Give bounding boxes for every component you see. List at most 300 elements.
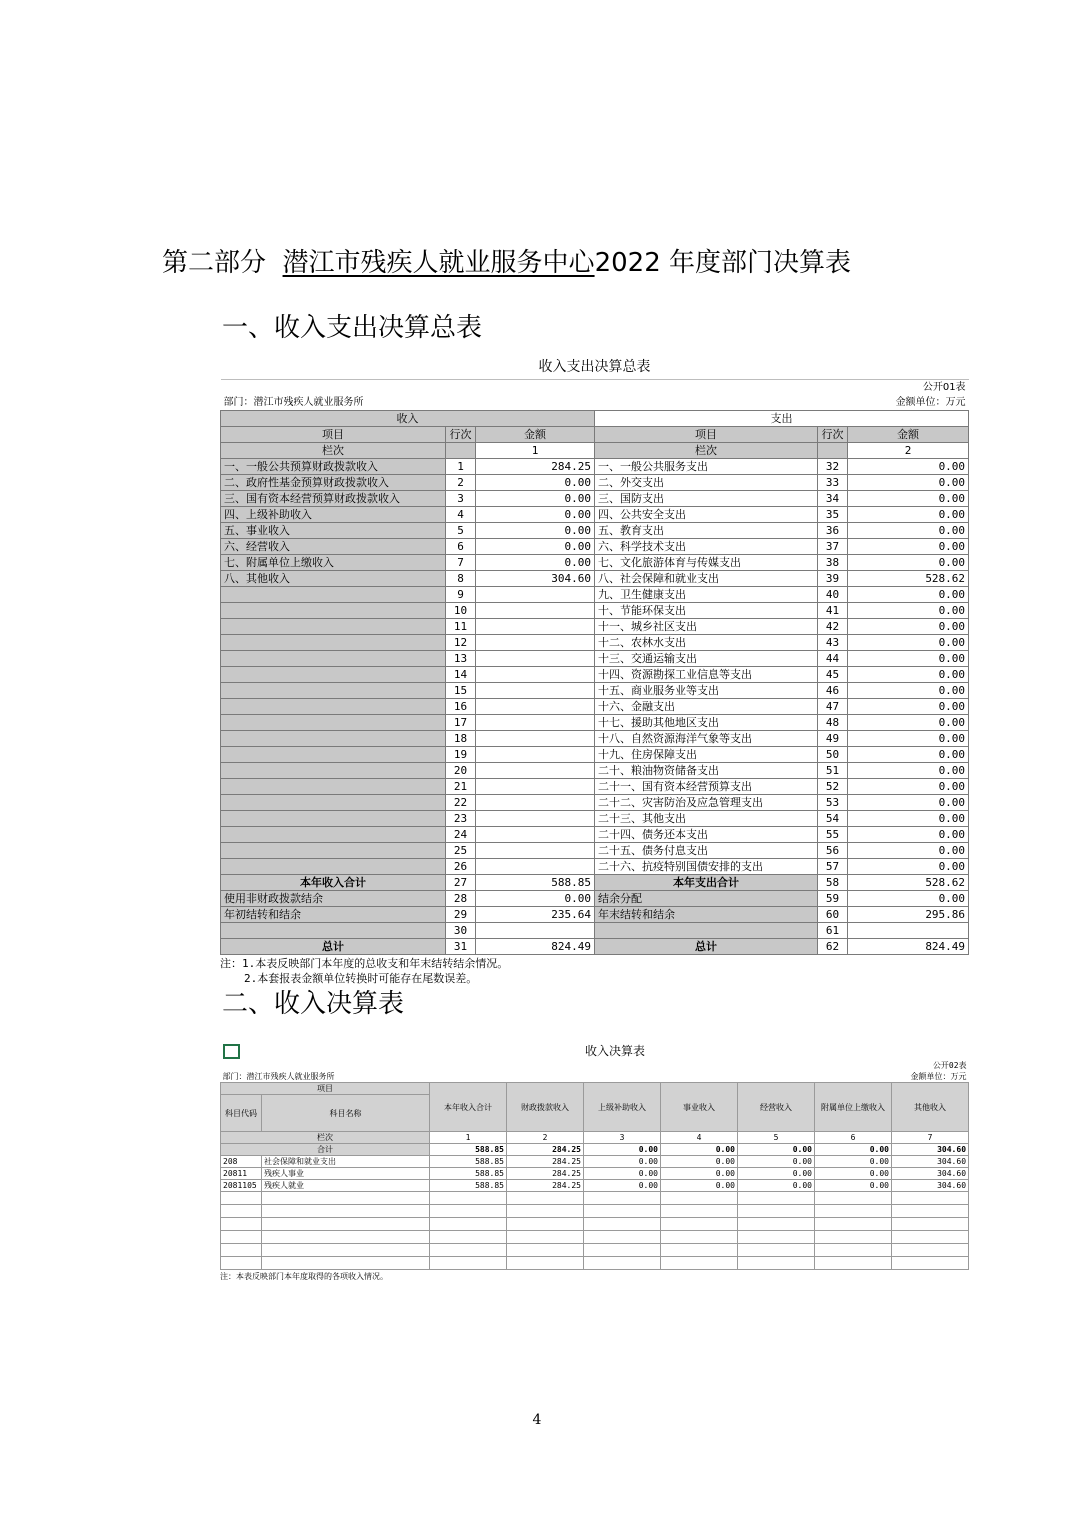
income-amount [476,667,595,683]
income-row-no: 20 [446,763,476,779]
table2-lanci-cell: 4 [661,1132,738,1144]
summary-income-row-no: 31 [446,939,476,955]
table1-col-row-expense: 行次 [818,427,848,443]
expense-item: 六、科学技术支出 [595,539,818,555]
income-item [221,603,446,619]
income-item [221,859,446,875]
expense-row-no: 56 [818,843,848,859]
summary-income-item [221,923,446,939]
income-amount: 0.00 [476,475,595,491]
income-amount [476,763,595,779]
table2-lanci-cell: 1 [430,1132,507,1144]
document-title [162,243,962,283]
income-amount [476,715,595,731]
income-item: 八、其他收入 [221,571,446,587]
summary-income-item: 年初结转和结余 [221,907,446,923]
table2-total-cell: 0.00 [815,1144,892,1156]
expense-row-no: 40 [818,587,848,603]
income-amount [476,587,595,603]
expense-item: 十七、援助其他地区支出 [595,715,818,731]
expense-item: 十八、自然资源海洋气象等支出 [595,731,818,747]
summary-expense-amount [848,923,969,939]
amount-cell: 0.00 [584,1180,661,1192]
empty-cell [507,1205,584,1218]
amount-cell: 304.60 [892,1168,969,1180]
income-row-no: 2 [446,475,476,491]
amount-cell: 0.00 [738,1156,815,1168]
expense-row-no: 39 [818,571,848,587]
expense-item: 三、国防支出 [595,491,818,507]
expense-row-no: 37 [818,539,848,555]
subject-name: 残疾人就业 [262,1180,430,1192]
expense-row-no: 34 [818,491,848,507]
amount-cell: 588.85 [430,1168,507,1180]
table1-notes [220,956,968,986]
empty-cell [430,1257,507,1270]
table1-grid [220,355,969,955]
section2-heading: 二、收入决算表 [222,989,405,1019]
expense-row-no: 47 [818,699,848,715]
expense-row-no: 55 [818,827,848,843]
empty-cell [507,1231,584,1244]
empty-cell [221,1192,262,1205]
expense-item: 十九、住房保障支出 [595,747,818,763]
income-row-no: 11 [446,619,476,635]
expense-item: 十二、农林水支出 [595,635,818,651]
income-row-no: 22 [446,795,476,811]
table2-col-project: 项目 [221,1083,430,1095]
expense-item: 八、社会保障和就业支出 [595,571,818,587]
summary-income-item: 使用非财政拨款结余 [221,891,446,907]
income-amount [476,827,595,843]
table2-caption: 收入决算表 [585,1043,646,1058]
empty-cell [262,1205,430,1218]
empty-cell [584,1218,661,1231]
income-item [221,763,446,779]
table1-note-1: 注：1.本表反映部门本年度的总收支和年末结转结余情况。 [220,957,509,970]
income-item [221,683,446,699]
table1-lanci-expense: 2 [848,443,969,459]
income-row-no: 15 [446,683,476,699]
income-item [221,619,446,635]
table-row [221,507,969,523]
expense-amount: 0.00 [848,523,969,539]
income-row-no: 8 [446,571,476,587]
income-item [221,651,446,667]
income-item: 六、经营收入 [221,539,446,555]
table-row [221,683,969,699]
income-item [221,587,446,603]
table-row [221,459,969,475]
empty-cell [661,1218,738,1231]
table-row [221,491,969,507]
expense-item: 十、节能环保支出 [595,603,818,619]
table2-lanci-cell: 5 [738,1132,815,1144]
summary-income-amount: 588.85 [476,875,595,891]
empty-cell [507,1244,584,1257]
summary-row [221,923,969,939]
expense-row-no: 49 [818,731,848,747]
expense-item: 十一、城乡社区支出 [595,619,818,635]
table-row [221,1168,969,1180]
table1-unit-label: 金额单位：万元 [895,397,966,408]
income-row-no: 16 [446,699,476,715]
subject-name: 残疾人事业 [262,1168,430,1180]
empty-cell [815,1218,892,1231]
amount-cell: 284.25 [507,1168,584,1180]
expense-item: 十三、交通运输支出 [595,651,818,667]
expense-row-no: 32 [818,459,848,475]
expense-amount: 0.00 [848,459,969,475]
amount-cell: 0.00 [584,1156,661,1168]
amount-cell: 588.85 [430,1156,507,1168]
empty-cell [892,1205,969,1218]
expense-amount: 0.00 [848,491,969,507]
title-suffix: 2022 年度部门决算表 [594,248,851,278]
table1-caption: 收入支出决算总表 [221,355,969,380]
table-row [221,795,969,811]
amount-cell: 284.25 [507,1156,584,1168]
income-row-no: 23 [446,811,476,827]
expense-row-no: 46 [818,683,848,699]
income-amount: 0.00 [476,539,595,555]
empty-cell [507,1218,584,1231]
amount-cell: 0.00 [815,1180,892,1192]
subject-code: 20811 [221,1168,262,1180]
table-row [221,603,969,619]
income-row-no: 24 [446,827,476,843]
table2-total-cell: 304.60 [892,1144,969,1156]
expense-amount: 0.00 [848,763,969,779]
table-row [221,1156,969,1168]
income-item: 五、事业收入 [221,523,446,539]
income-amount [476,651,595,667]
income-item: 三、国有资本经营预算财政拨款收入 [221,491,446,507]
section1-heading: 一、收入支出决算总表 [222,313,483,343]
empty-cell [892,1257,969,1270]
expense-row-no: 43 [818,635,848,651]
expense-amount: 0.00 [848,795,969,811]
table-row [221,1180,969,1192]
empty-cell [262,1244,430,1257]
income-item [221,779,446,795]
empty-cell [430,1192,507,1205]
expense-item: 二十三、其他支出 [595,811,818,827]
empty-cell [661,1205,738,1218]
table2-col-name: 科目名称 [262,1095,430,1132]
income-amount [476,811,595,827]
expense-amount: 0.00 [848,475,969,491]
income-item: 四、上级补助收入 [221,507,446,523]
expense-amount: 0.00 [848,587,969,603]
empty-cell [507,1192,584,1205]
table2-total-cell: 0.00 [738,1144,815,1156]
income-row-no: 12 [446,635,476,651]
income-amount [476,859,595,875]
table2-total-cell: 0.00 [584,1144,661,1156]
empty-cell [262,1218,430,1231]
table-row [221,619,969,635]
expense-row-no: 35 [818,507,848,523]
empty-cell [430,1218,507,1231]
empty-cell [892,1231,969,1244]
expense-amount: 0.00 [848,731,969,747]
expense-item: 二十四、债务还本支出 [595,827,818,843]
summary-income-row-no: 28 [446,891,476,907]
table1-col-row-income: 行次 [446,427,476,443]
table-row [221,811,969,827]
amount-cell: 0.00 [738,1168,815,1180]
income-item: 一、一般公共预算财政拨款收入 [221,459,446,475]
expense-row-no: 42 [818,619,848,635]
table1-col-item-expense: 项目 [595,427,818,443]
table-row [221,475,969,491]
amount-cell: 0.00 [661,1168,738,1180]
subject-code: 2081105 [221,1180,262,1192]
table2-col-affiliated: 附属单位上缴收入 [815,1083,892,1132]
summary-income-amount: 0.00 [476,891,595,907]
amount-cell: 0.00 [815,1156,892,1168]
income-amount [476,843,595,859]
expense-item: 十五、商业服务业等支出 [595,683,818,699]
table-row [221,555,969,571]
expense-amount: 0.00 [848,603,969,619]
table2-total-cell: 0.00 [661,1144,738,1156]
table1-note-2: 2.本套报表金额单位转换时可能存在尾数误差。 [244,972,478,985]
expense-item: 七、文化旅游体育与传媒支出 [595,555,818,571]
empty-cell [815,1244,892,1257]
table-row [221,715,969,731]
expense-amount: 0.00 [848,811,969,827]
title-department: 潜江市残疾人就业服务中心 [282,248,595,278]
expense-row-no: 48 [818,715,848,731]
income-amount: 0.00 [476,523,595,539]
expense-row-no: 36 [818,523,848,539]
table2-col-business: 事业收入 [661,1083,738,1132]
empty-cell [738,1218,815,1231]
summary-income-amount: 235.64 [476,907,595,923]
table-row [221,571,969,587]
table2-total-label: 合计 [221,1144,430,1156]
expense-amount: 0.00 [848,539,969,555]
empty-row [221,1205,969,1218]
expense-amount: 0.00 [848,699,969,715]
income-item [221,795,446,811]
income-amount: 304.60 [476,571,595,587]
table2-col-code: 科目代码 [221,1095,262,1132]
expense-amount: 528.62 [848,571,969,587]
table2-lanci-label: 栏次 [221,1132,430,1144]
summary-income-row-no: 29 [446,907,476,923]
amount-cell: 0.00 [661,1180,738,1192]
summary-row [221,875,969,891]
amount-cell: 0.00 [661,1156,738,1168]
expense-row-no: 50 [818,747,848,763]
summary-expense-amount: 0.00 [848,891,969,907]
summary-row [221,907,969,923]
expense-amount: 0.00 [848,555,969,571]
empty-cell [892,1218,969,1231]
table2-col-operating: 经营收入 [738,1083,815,1132]
expense-item: 一、一般公共服务支出 [595,459,818,475]
summary-income-item: 本年收入合计 [221,875,446,891]
title-prefix: 第二部分 [162,248,267,278]
expense-amount: 0.00 [848,843,969,859]
expense-amount: 0.00 [848,651,969,667]
expense-amount: 0.00 [848,619,969,635]
table1-expense-header: 支出 [595,411,969,427]
table2-col-total: 本年收入合计 [430,1083,507,1132]
summary-expense-item: 年末结转和结余 [595,907,818,923]
expense-item: 二、外交支出 [595,475,818,491]
empty-cell [661,1192,738,1205]
summary-expense-item: 本年支出合计 [595,875,818,891]
summary-income-amount: 824.49 [476,939,595,955]
income-row-no: 1 [446,459,476,475]
table-row [221,667,969,683]
subject-name: 社会保障和就业支出 [262,1156,430,1168]
expense-item: 十六、金融支出 [595,699,818,715]
expense-item: 二十二、灾害防治及应急管理支出 [595,795,818,811]
expense-amount: 0.00 [848,635,969,651]
income-amount: 0.00 [476,507,595,523]
expense-amount: 0.00 [848,667,969,683]
summary-expense-amount: 824.49 [848,939,969,955]
empty-cell [738,1192,815,1205]
expense-row-no: 57 [818,859,848,875]
expense-row-no: 33 [818,475,848,491]
empty-cell [221,1257,262,1270]
income-amount [476,619,595,635]
income-item [221,811,446,827]
table2-col-fiscal: 财政拨款收入 [507,1083,584,1132]
summary-expense-row-no: 62 [818,939,848,955]
income-row-no: 14 [446,667,476,683]
empty-cell [262,1257,430,1270]
page-number: 4 [532,1412,542,1428]
expense-row-no: 51 [818,763,848,779]
summary-income-item: 总计 [221,939,446,955]
amount-cell: 0.00 [738,1180,815,1192]
summary-row [221,939,969,955]
summary-income-row-no: 27 [446,875,476,891]
summary-expense-item: 总计 [595,939,818,955]
summary-expense-amount: 528.62 [848,875,969,891]
income-amount [476,683,595,699]
table-row [221,747,969,763]
expense-amount: 0.00 [848,507,969,523]
income-row-no: 10 [446,603,476,619]
empty-row [221,1257,969,1270]
income-row-no: 21 [446,779,476,795]
table-row [221,827,969,843]
table1-col-amount-expense: 金额 [848,427,969,443]
table2-col-superior: 上级补助收入 [584,1083,661,1132]
empty-cell [221,1205,262,1218]
table-row [221,779,969,795]
empty-cell [507,1257,584,1270]
expense-row-no: 53 [818,795,848,811]
table2-note: 注：本表反映部门本年度取得的各项收入情况。 [220,1272,388,1281]
amount-cell: 588.85 [430,1180,507,1192]
income-row-no: 3 [446,491,476,507]
table-row [221,699,969,715]
amount-cell: 304.60 [892,1156,969,1168]
empty-cell [815,1257,892,1270]
income-amount: 284.25 [476,459,595,475]
table-row [221,651,969,667]
income-row-no: 6 [446,539,476,555]
income-table [220,1042,968,1283]
income-row-no: 4 [446,507,476,523]
empty-cell [430,1205,507,1218]
income-item [221,635,446,651]
summary-expense-item: 结余分配 [595,891,818,907]
income-amount [476,603,595,619]
amount-cell: 304.60 [892,1180,969,1192]
table-row [221,635,969,651]
table2-total-cell: 588.85 [430,1144,507,1156]
income-row-no: 19 [446,747,476,763]
table1-lanci-income: 1 [476,443,595,459]
income-item [221,747,446,763]
income-row-no: 18 [446,731,476,747]
table2-unit-label: 金额单位：万元 [910,1072,967,1081]
empty-cell [221,1218,262,1231]
expense-amount: 0.00 [848,683,969,699]
income-row-no: 25 [446,843,476,859]
table-row [221,843,969,859]
table2-dept-label: 部门：潜江市残疾人就业服务所 [222,1072,335,1081]
expense-row-no: 44 [818,651,848,667]
expense-item: 九、卫生健康支出 [595,587,818,603]
subject-code: 208 [221,1156,262,1168]
expense-item: 二十六、抗疫特别国债安排的支出 [595,859,818,875]
income-amount: 0.00 [476,491,595,507]
income-amount [476,699,595,715]
table-row [221,587,969,603]
empty-cell [815,1231,892,1244]
summary-row [221,891,969,907]
table1-col-item-income: 项目 [221,427,446,443]
empty-cell [584,1205,661,1218]
empty-cell [221,1244,262,1257]
table2-grid [220,1042,969,1270]
income-amount [476,779,595,795]
summary-expense-item [595,923,818,939]
expense-item: 四、公共安全支出 [595,507,818,523]
table1-income-header: 收入 [221,411,595,427]
income-item [221,731,446,747]
empty-cell [221,1231,262,1244]
expense-row-no: 41 [818,603,848,619]
expense-amount: 0.00 [848,859,969,875]
empty-cell [584,1231,661,1244]
empty-cell [815,1192,892,1205]
empty-cell [815,1205,892,1218]
summary-income-amount [476,923,595,939]
empty-cell [738,1244,815,1257]
table1-lanci-expense-label: 栏次 [595,443,818,459]
table1-dept-label: 部门：潜江市残疾人就业服务所 [223,397,364,408]
table-row [221,859,969,875]
income-item [221,715,446,731]
income-amount [476,795,595,811]
empty-row [221,1231,969,1244]
empty-cell [661,1231,738,1244]
empty-cell [430,1231,507,1244]
summary-expense-amount: 295.86 [848,907,969,923]
